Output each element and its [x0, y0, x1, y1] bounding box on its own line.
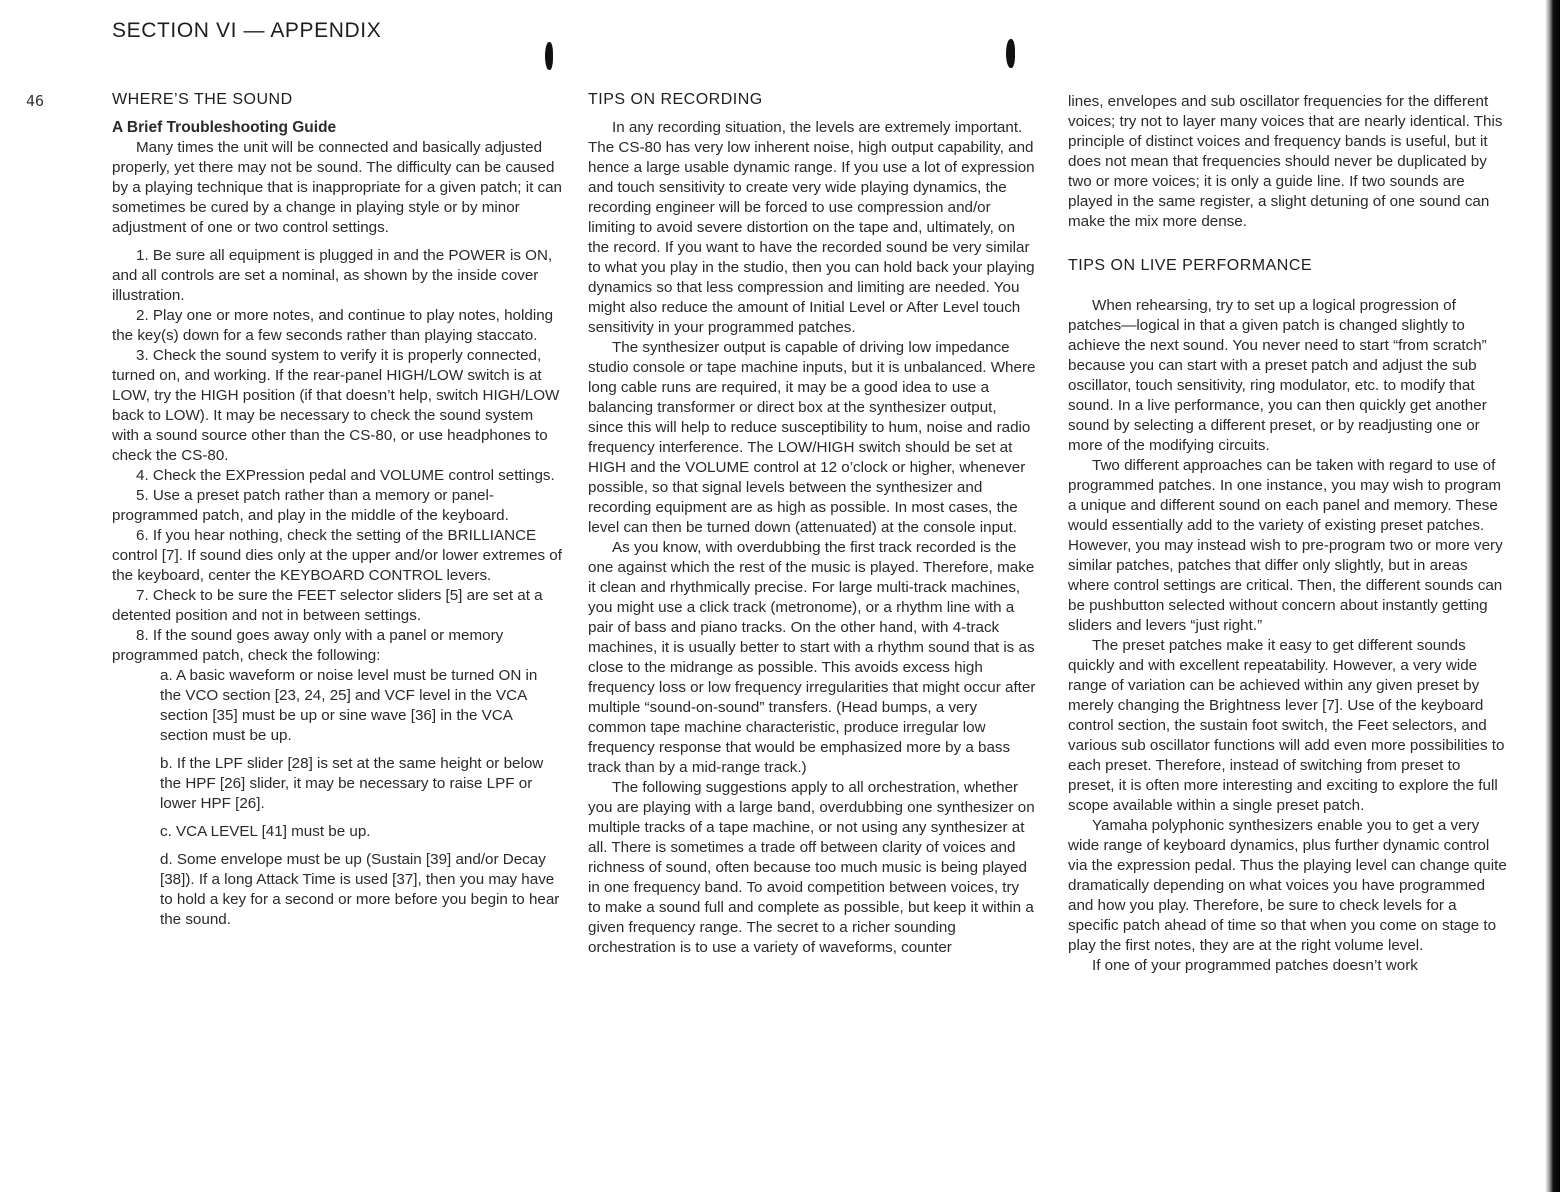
page-edge-shadow — [1545, 0, 1560, 1192]
sub-list-item: a. A basic waveform or noise level must be turned ON in the VCO section [23, 24, 25] and VCF level in the VCA section [35] must be up or sine wave [36] in the VCA section must be up. — [160, 667, 538, 744]
list-item: 6. If you hear nothing, check the setting of the BRILLIANCE control [7]. If sound dies only at the upper and/or lower extremes of the keyboard, center the KEYBOARD CONTROL levers. — [112, 527, 562, 584]
list-item: 4. Check the EXPression pedal and VOLUME control settings. — [136, 467, 555, 484]
column-troubleshooting — [112, 90, 562, 938]
list-item: 2. Play one or more notes, and continue to play notes, holding the key(s) down for a few seconds rather than playing staccato. — [112, 307, 554, 344]
column-recording — [588, 90, 1036, 958]
paragraph: When rehearsing, try to set up a logical progression of patches—logical in that a given patch is changed slightly to achieve the next sound. You never need to start “from scratch” because you can start with a preset patch and adjust the sub oscillator, touch sensitivity, ring modulator, etc. to modify that sound. In a live performance, you can then quickly get another sound by selecting a different preset, or by readjusting one or more of the modifying circuits. — [1068, 297, 1487, 454]
heading-wheres-the-sound: WHERE’S THE SOUND — [112, 91, 293, 108]
paragraph: The following suggestions apply to all orchestration, whether you are playing with a large band, overdubbing one synthesizer on multiple tracks of a tape machine, or not using any synthesizer at all. There is sometimes a trade off between clarity of voices and richness of sound, often because too much music is being played in one frequency band. To avoid competition between voices, try to make a sound full and complete as possible, but keep it within a given frequency range. The secret to a richer sounding orchestration is to use a variety of waveforms, counter — [588, 779, 1035, 956]
list-item: 3. Check the sound system to verify it is properly connected, turned on, and working. If the rear-panel HIGH/LOW switch is at LOW, try the HIGH position (if that doesn’t help, switch HIGH/LOW back to LOW). It may be necessary to check the sound system with a sound source other than the CS-80, or use headphones to check the CS-80. — [112, 347, 560, 464]
page-number: 46 — [26, 92, 45, 110]
continuation-paragraph: lines, envelopes and sub oscillator frequencies for the different voices; try not to layer many voices that are nearly identical. This principle of distinct voices and frequency bands is useful, but it does not mean that frequencies should never be duplicated by two or more voices; it is only a guide line. If two sounds are played in the same register, a slight detuning of one sound can make the mix more dense. — [1068, 93, 1503, 230]
intro-paragraph: Many times the unit will be connected and basically adjusted properly, yet there may not be sound. The difficulty can be caused by a playing technique that is inappropriate for a given patch; it can sometimes be cured by a change in playing style or by minor adjustment of one or two control settings. — [112, 139, 563, 236]
sub-list-item: c. VCA LEVEL [41] must be up. — [160, 823, 371, 840]
column-live-performance — [1068, 92, 1510, 976]
sub-list-item: d. Some envelope must be up (Sustain [39] and/or Decay [38]). If a long Attack Time is used [37], then you may have to hold a key for a second or more before you begin to hear the sound. — [160, 851, 560, 928]
sub-list-item: b. If the LPF slider [28] is set at the same height or below the HPF [26] slider, it may be necessary to raise LPF or lower HPF [26]. — [160, 755, 544, 812]
paragraph: The preset patches make it easy to get different sounds quickly and with excellent repeatability. However, a very wide range of variation can be achieved within any given preset by merely changing the Brightness lever [7]. Use of the keyboard control section, the sustain foot switch, the Feet selectors, and various sub oscillator functions will add even more possibilities to each preset. Therefore, instead of switching from preset to preset, it is often more interesting and exciting to explore the full scope available within a single preset patch. — [1068, 637, 1505, 814]
heading-tips-on-recording: TIPS ON RECORDING — [588, 91, 763, 108]
list-item: 5. Use a preset patch rather than a memory or panel-programmed patch, and play in the middle of the keyboard. — [112, 487, 509, 524]
paragraph: As you know, with overdubbing the first track recorded is the one against which the rest of the music is played. Therefore, make it clean and rhythmically precise. For large multi-track machines, you might use a click track (metronome), or a rhythm line with a pair of bass and piano tracks. On the other hand, with 4-track machines, it is usually better to start with a rhythm sound that is as close to the midrange as possible. This avoids excess high frequency loss or low frequency irregularities that might occur after multiple “sound-on-sound” transfers. (Head bumps, a very common tape machine characteristic, produce irregular low frequency response that would be emphasized more by a bass track than by a mid-range track.) — [588, 539, 1036, 776]
heading-tips-on-live-performance: TIPS ON LIVE PERFORMANCE — [1068, 257, 1313, 274]
paragraph: In any recording situation, the levels are extremely important. The CS-80 has very low inherent noise, high output capability, and hence a large usable dynamic range. If you use a lot of expression and touch sensitivity to create very wide playing dynamics, the recording engineer will be forced to use compression and/or limiting to avoid severe distortion on the tape and, ultimately, on the record. If you want to have the recorded sound be very similar to what you play in the studio, then you can hold back your playing dynamics so that less compression and limiting are needed. You might also reduce the amount of Initial Level or After Level touch sensitivity in your programmed patches. — [588, 119, 1035, 336]
paragraph: If one of your programmed patches doesn’t work — [1092, 957, 1418, 974]
paragraph: Two different approaches can be taken with regard to use of programmed patches. In one instance, you may wish to program a unique and different sound on each panel and memory. These would essentially add to the variety of existing preset patches. However, you may instead wish to pre-program two or more very similar patches, patches that differ only slightly, but in areas where control settings are critical. Then, the different sounds can be pushbutton selected without concern about instantly getting sliders and levers “just right.” — [1068, 457, 1503, 634]
list-item: 8. If the sound goes away only with a panel or memory programmed patch, check the following: — [112, 627, 504, 664]
paragraph: The synthesizer output is capable of driving low impedance studio console or tape machine inputs, but it is unbalanced. Where long cable runs are required, it may be a good idea to use a balancing transformer or direct box at the synthesizer output, since this will help to reduce susceptibility to hum, noise and radio frequency interference. The LOW/HIGH switch should be set at HIGH and the VOLUME control at 12 o’clock or higher, whenever possible, so that signal levels between the synthesizer and recording equipment are as high as possible. In most cases, the level can then be turned down (attenuated) at the console input. — [588, 339, 1036, 536]
binding-mark — [545, 42, 553, 70]
section-title: SECTION VI — APPENDIX — [112, 19, 382, 42]
list-item: 7. Check to be sure the FEET selector sliders [5] are set at a detented position and not in between settings. — [112, 587, 543, 624]
paragraph: Yamaha polyphonic synthesizers enable you to get a very wide range of keyboard dynamics, plus further dynamic control via the expression pedal. Thus the playing level can change quite dramatically depending on what voices you have programmed and how you play. Therefore, be sure to check levels for a specific patch ahead of time so that when you come on stage to play the first notes, they are at the right volume level. — [1068, 817, 1507, 954]
binding-mark — [1006, 39, 1015, 68]
subheading-troubleshooting-guide: A Brief Troubleshooting Guide — [112, 119, 337, 136]
list-item: 1. Be sure all equipment is plugged in and the POWER is ON, and all controls are set a nominal, as shown by the inside cover illustration. — [112, 247, 553, 304]
